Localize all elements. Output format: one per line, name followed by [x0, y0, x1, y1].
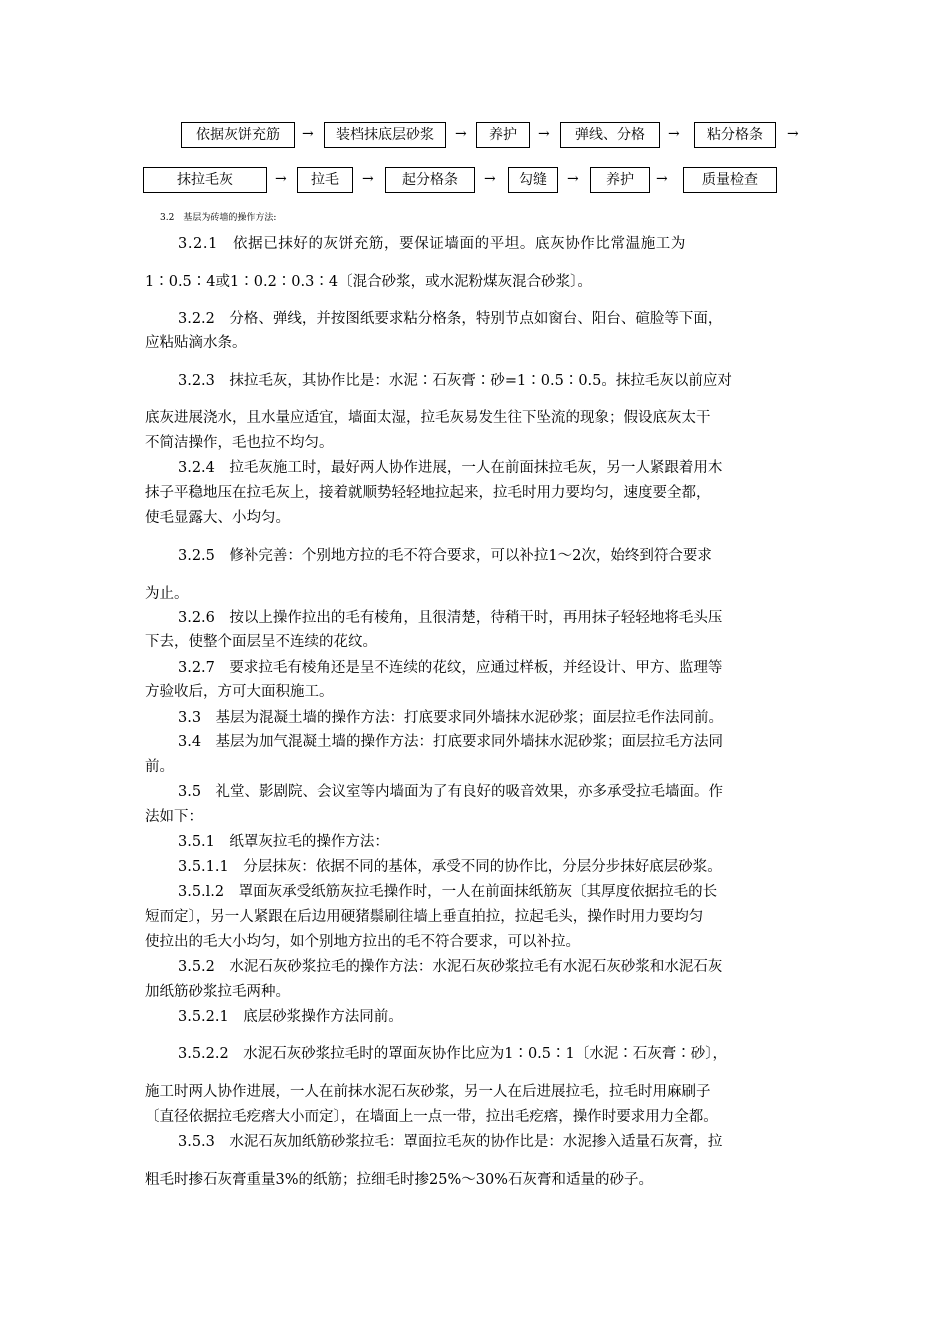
flow-arrow-icon: → [656, 171, 668, 187]
flow-step-8: 起分格条 [385, 167, 475, 193]
paragraph-line: 3.2.7 要求拉毛有棱角还是呈不连续的花纹，应通过样板，并经设计、甲方、监理等 [178, 660, 723, 676]
paragraph-line: 3.5.1 纸罩灰拉毛的操作方法： [178, 834, 389, 850]
paragraph-line: 3.5.1.1 分层抹灰：依据不同的基体，承受不同的协作比，分层分步抹好底层砂浆。 [178, 859, 722, 875]
flow-step-11: 质量检查 [683, 167, 777, 193]
paragraph-line: 加纸筋砂浆拉毛两种。 [145, 984, 290, 1000]
flow-step-1: 依据灰饼充筋 [181, 122, 295, 148]
paragraph-line: 使拉出的毛大小均匀，如个别地方拉出的毛不符合要求，可以补拉。 [145, 934, 580, 950]
paragraph-line: 粗毛时掺石灰膏重量3%的纸筋；拉细毛时掺25%～30%石灰膏和适量的砂子。 [145, 1172, 653, 1188]
paragraph-line: 使毛显露大、小均匀。 [145, 510, 290, 526]
paragraph-line: 3.5.3 水泥石灰加纸筋砂浆拉毛：罩面拉毛灰的协作比是：水泥掺入适量石灰膏，拉 [178, 1134, 723, 1150]
flow-step-6: 抹拉毛灰 [143, 167, 267, 193]
paragraph-line: 底灰进展浇水，且水量应适宜，墙面太湿，拉毛灰易发生往下坠流的现象；假设底灰太干 [145, 410, 711, 426]
paragraph-line: 3.5.l.2 罩面灰承受纸筋灰拉毛操作时，一人在前面抹纸筋灰〔其厚度依据拉毛的长 [178, 884, 718, 900]
flow-step-3: 养护 [476, 122, 530, 148]
paragraph-line: 3.5.2.1 底层砂浆操作方法同前。 [178, 1009, 403, 1025]
paragraph-line: 施工时两人协作进展，一人在前抹水泥石灰砂浆，另一人在后进展拉毛，拉毛时用麻刷子 [145, 1084, 711, 1100]
paragraph-line: 3.2.1 依据已抹好的灰饼充筋，要保证墙面的平坦。底灰协作比常温施工为 [178, 236, 686, 252]
paragraph-line: 不简洁操作，毛也拉不均匀。 [145, 435, 334, 451]
paragraph-line: 3.2.4 拉毛灰施工时，最好两人协作进展，一人在前面抹拉毛灰，另一人紧跟着用木 [178, 460, 723, 476]
flow-arrow-icon: → [302, 126, 314, 142]
flow-step-5: 粘分格条 [694, 122, 776, 148]
paragraph-line: 3.3 基层为混凝土墙的操作方法：打底要求同外墙抹水泥砂浆；面层拉毛作法同前。 [178, 710, 724, 726]
paragraph-line: 3.2.2 分格、弹线，并按图纸要求粘分格条，特别节点如窗台、阳台、碹脸等下面， [178, 311, 723, 327]
flow-step-10: 养护 [590, 167, 650, 193]
flow-arrow-icon: → [455, 126, 467, 142]
paragraph-line: 前。 [145, 759, 174, 775]
flow-arrow-icon: → [484, 171, 496, 187]
flow-arrow-icon: → [668, 126, 680, 142]
paragraph-line: 法如下： [145, 809, 203, 825]
flow-step-2: 装档抹底层砂浆 [324, 122, 446, 148]
flow-arrow-icon: → [787, 126, 799, 142]
flow-arrow-icon: → [538, 126, 550, 142]
flow-step-7: 拉毛 [297, 167, 353, 193]
paragraph-line: 3.5.2 水泥石灰砂浆拉毛的操作方法：水泥石灰砂浆拉毛有水泥石灰砂浆和水泥石灰 [178, 959, 723, 975]
paragraph-line: 应粘贴滴水条。 [145, 335, 247, 351]
paragraph-line: 3.5.2.2 水泥石灰砂浆拉毛时的罩面灰协作比应为1∶0.5∶1〔水泥∶石灰膏∶砂〕， [178, 1046, 727, 1062]
paragraph-line: 3.4 基层为加气混凝土墙的操作方法：打底要求同外墙抹水泥砂浆；面层拉毛方法同 [178, 734, 724, 750]
paragraph-line: 短而定〕，另一人紧跟在后边用硬猪鬃刷往墙上垂直拍拉，拉起毛头，操作时用力要均匀 [145, 909, 704, 925]
paragraph-line: 抹子平稳地压在拉毛灰上，接着就顺势轻轻地拉起来，拉毛时用力要均匀，速度要全都， [145, 485, 711, 501]
paragraph-line: 3.2.6 按以上操作拉出的毛有棱角，且很清楚，待稍干时，再用抹子轻轻地将毛头压 [178, 610, 723, 626]
paragraph-line: 3.2.5 修补完善：个别地方拉的毛不符合要求，可以补拉1～2次，始终到符合要求 [178, 548, 712, 564]
paragraph-line: 方验收后，方可大面积施工。 [145, 684, 334, 700]
flow-step-9: 勾缝 [508, 167, 558, 193]
flow-arrow-icon: → [567, 171, 579, 187]
paragraph-line: 1∶0.5∶4或1∶0.2∶0.3∶4〔混合砂浆，或水泥粉煤灰混合砂浆〕。 [145, 274, 592, 290]
paragraph-line: 下去，使整个面层呈不连续的花纹。 [145, 634, 377, 650]
flow-arrow-icon: → [362, 171, 374, 187]
paragraph-line: 3.2.3 抹拉毛灰，其协作比是：水泥∶石灰膏∶砂=1∶0.5∶0.5。抹拉毛灰以前应对 [178, 373, 732, 389]
flow-step-4: 弹线、分格 [560, 122, 660, 148]
paragraph-line: 为止。 [145, 586, 189, 602]
section-caption: 3.2 基层为砖墙的操作方法: [160, 213, 277, 223]
paragraph-line: 〔直径依据拉毛疙瘩大小而定〕，在墙面上一点一带，拉出毛疙瘩，操作时要求用力全都。 [145, 1109, 718, 1125]
paragraph-line: 3.5 礼堂、影剧院、会议室等内墙面为了有良好的吸音效果，亦多承受拉毛墙面。作 [178, 784, 724, 800]
flow-arrow-icon: → [275, 171, 287, 187]
